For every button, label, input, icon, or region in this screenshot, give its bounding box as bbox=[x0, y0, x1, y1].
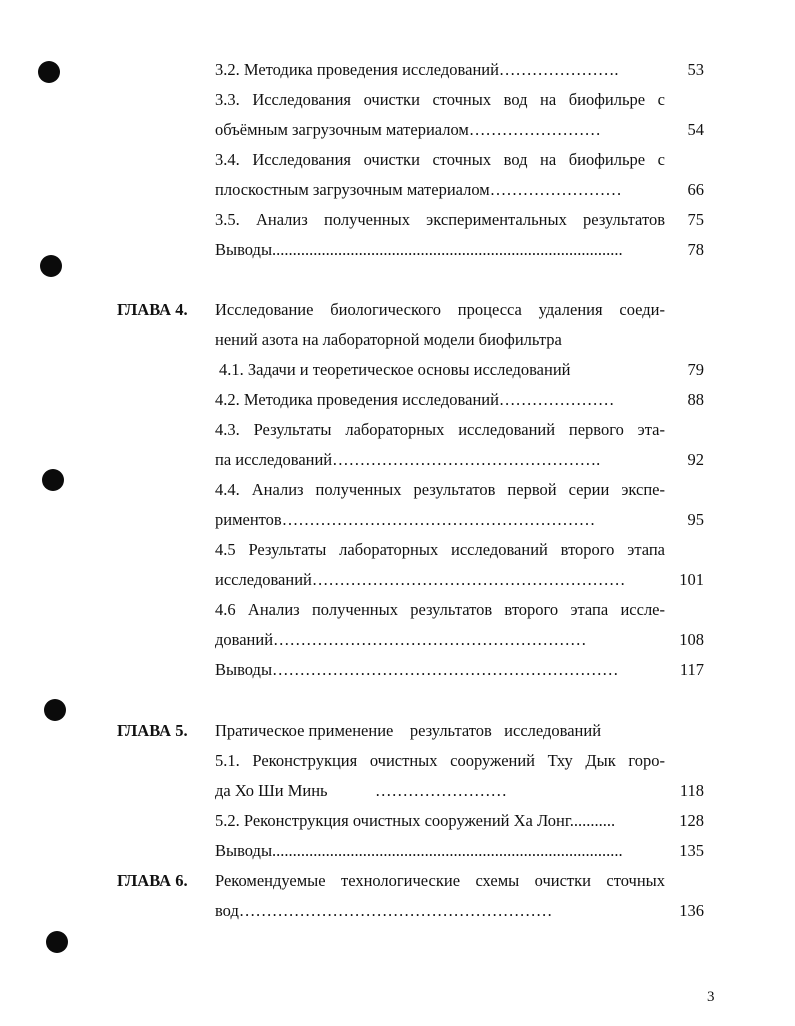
toc-page-4-6: 108 bbox=[679, 630, 704, 649]
toc-page-ch6: 136 bbox=[679, 901, 704, 920]
chapter-5-title: Пратическое применение результатов исследований bbox=[215, 721, 602, 740]
toc-leader-5-1: …………………… bbox=[375, 781, 507, 800]
toc-entry-5-2: 5.2. Реконструкция очистных сооружений Ха Лонг........... bbox=[215, 811, 616, 830]
chapter-6-title: Рекомендуемые технологические схемы очистки сточных bbox=[215, 871, 665, 890]
toc-page-3-4: 66 bbox=[687, 180, 704, 199]
toc-page-5-1: 118 bbox=[679, 781, 704, 800]
punch-hole bbox=[46, 931, 68, 953]
toc-page-5-2: 128 bbox=[679, 811, 704, 830]
toc-entry-ch4-conclusions: Выводы……………………………………………………… bbox=[215, 660, 619, 679]
toc-page-4-4: 95 bbox=[687, 510, 704, 529]
punch-hole bbox=[42, 469, 64, 491]
toc-entry-3-3: 3.3. Исследования очистки сточных вод на биофильре с bbox=[215, 90, 665, 109]
toc-page-ch5-conclusions: 135 bbox=[679, 841, 704, 860]
page-number: 3 bbox=[707, 989, 715, 1005]
toc-page-3-2: 53 bbox=[687, 60, 704, 79]
toc-entry-4-4: 4.4. Анализ полученных результатов первой серии экспе- bbox=[215, 480, 665, 499]
toc-entry-4-1: 4.1. Задачи и теоретическое основы исследований bbox=[219, 360, 571, 379]
chapter-6-label: ГЛАВА 6. bbox=[117, 871, 188, 890]
toc-entry-3-4: 3.4. Исследования очистки сточных вод на биофильре с bbox=[215, 150, 665, 169]
chapter-6-title-cont: вод………………………………………………… bbox=[215, 901, 553, 920]
chapter-4-title: Исследование биологического процесса удаления соеди- bbox=[215, 300, 665, 319]
toc-entry-3-4-cont: плоскостным загрузочным материалом…………………… bbox=[215, 180, 622, 199]
chapter-5-label: ГЛАВА 5. bbox=[117, 721, 188, 740]
punch-hole bbox=[38, 61, 60, 83]
toc-entry-4-2: 4.2. Методика проведения исследований………………… bbox=[215, 390, 615, 409]
chapter-4-title-cont: нений азота на лабораторной модели биофильтра bbox=[215, 330, 562, 349]
toc-entry-5-1-cont: да Хо Ши Минь bbox=[215, 781, 328, 800]
toc-page-4-2: 88 bbox=[687, 390, 704, 409]
toc-entry-4-6: 4.6 Анализ полученных результатов второго этапа иссле- bbox=[215, 600, 665, 619]
toc-entry-4-4-cont: риментов………………………………………………… bbox=[215, 510, 596, 529]
toc-entry-4-5-cont: исследований………………………………………………… bbox=[215, 570, 626, 589]
toc-page-3-5: 75 bbox=[687, 210, 704, 229]
toc-page-4-5: 101 bbox=[679, 570, 704, 589]
toc-entry-ch5-conclusions: Выводы..................................................................................... bbox=[215, 841, 623, 860]
toc-entry-ch3-conclusions: Выводы..................................................................................... bbox=[215, 240, 623, 259]
toc-page-ch4-conclusions: 117 bbox=[679, 660, 704, 679]
toc-entry-3-3-cont: объёмным загрузочным материалом…………………… bbox=[215, 120, 601, 139]
toc-page-ch3-conclusions: 78 bbox=[687, 240, 704, 259]
chapter-4-label: ГЛАВА 4. bbox=[117, 300, 188, 319]
toc-page-4-3: 92 bbox=[687, 450, 704, 469]
toc-entry-3-2: 3.2. Методика проведения исследований…………………. bbox=[215, 60, 619, 79]
toc-entry-4-3-cont: па исследований…………………………………………. bbox=[215, 450, 601, 469]
toc-page-4-1: 79 bbox=[687, 360, 704, 379]
punch-hole bbox=[44, 699, 66, 721]
toc-entry-3-5: 3.5. Анализ полученных экспериментальных результатов bbox=[215, 210, 665, 229]
toc-entry-5-1: 5.1. Реконструкция очистных сооружений Тху Дык горо- bbox=[215, 751, 665, 770]
toc-entry-4-3: 4.3. Результаты лабораторных исследований первого эта- bbox=[215, 420, 665, 439]
toc-entry-4-5: 4.5 Результаты лабораторных исследований второго этапа bbox=[215, 540, 665, 559]
toc-page-3-3: 54 bbox=[687, 120, 704, 139]
punch-hole bbox=[40, 255, 62, 277]
toc-entry-4-6-cont: дований………………………………………………… bbox=[215, 630, 587, 649]
